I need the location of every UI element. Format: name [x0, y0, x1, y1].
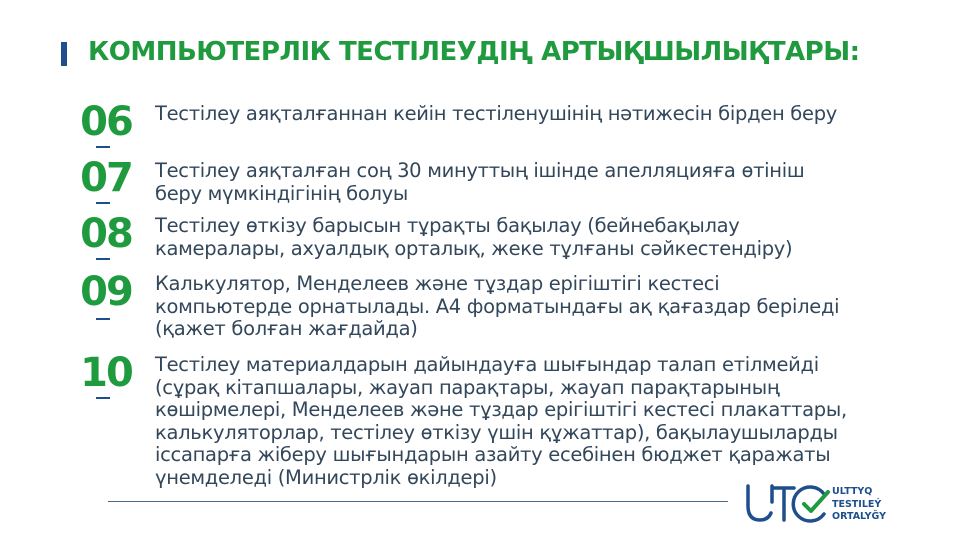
item-number: 09 [80, 269, 132, 315]
title-accent-bar [61, 42, 67, 66]
logo-line-1: ULTTYQ [832, 486, 873, 497]
item-text: Тестілеу аяқталғаннан кейін тестіленушінің нәтижесін бірден беру [155, 102, 838, 125]
item-number: 08 [80, 211, 132, 257]
item-text: Калькулятор, Менделеев және тұздар ерігіштігі кестесі компьютерде орнатылады. А4 форматындағы ақ қағаздар беріледі (қажет болған жағдайда) [155, 272, 840, 340]
logo-line-2: TESTILEÝ [832, 498, 882, 510]
item-number: 10 [80, 350, 132, 396]
number-underline [96, 146, 110, 148]
number-underline [96, 318, 110, 320]
number-underline [96, 397, 110, 399]
logo-wordmark [832, 486, 886, 524]
item-number: 06 [80, 99, 132, 145]
item-text: Тестілеу аяқталған соң 30 минуттың ішінде апелляцияға өтініш беру мүмкіндігінің болуы [155, 159, 805, 205]
item-text: Тестілеу материалдарын дайындауға шығындар талап етілмейді (сұрақ кітапшалары, жауап парақтары, жауап парақтарының көшірмелері, Менделеев және тұздар ерігіштігі кестесі плакаттары, калькуляторлар, тестілеу өткізу үшін құжаттар), бақылаушыларды іссапарға жіберу шығындарын азайту есебінен бюджет қаражаты үнемделеді (Министрлік өкілдері) [155, 353, 847, 489]
item-number: 07 [80, 155, 132, 201]
logo-line-3: ORTALYĞY [832, 511, 886, 522]
item-text: Тестілеу өткізу барысын тұрақты бақылау (бейнебақылау камералары, ахуалдық орталық, жеке тұлғаны сәйкестендіру) [155, 214, 793, 260]
number-underline [96, 202, 110, 204]
slide-title: КОМПЬЮТЕРЛІК ТЕСТІЛЕУДІҢ АРТЫҚШЫЛЫҚТАРЫ: [88, 37, 860, 67]
footer-divider [108, 501, 728, 502]
number-underline [96, 258, 110, 260]
